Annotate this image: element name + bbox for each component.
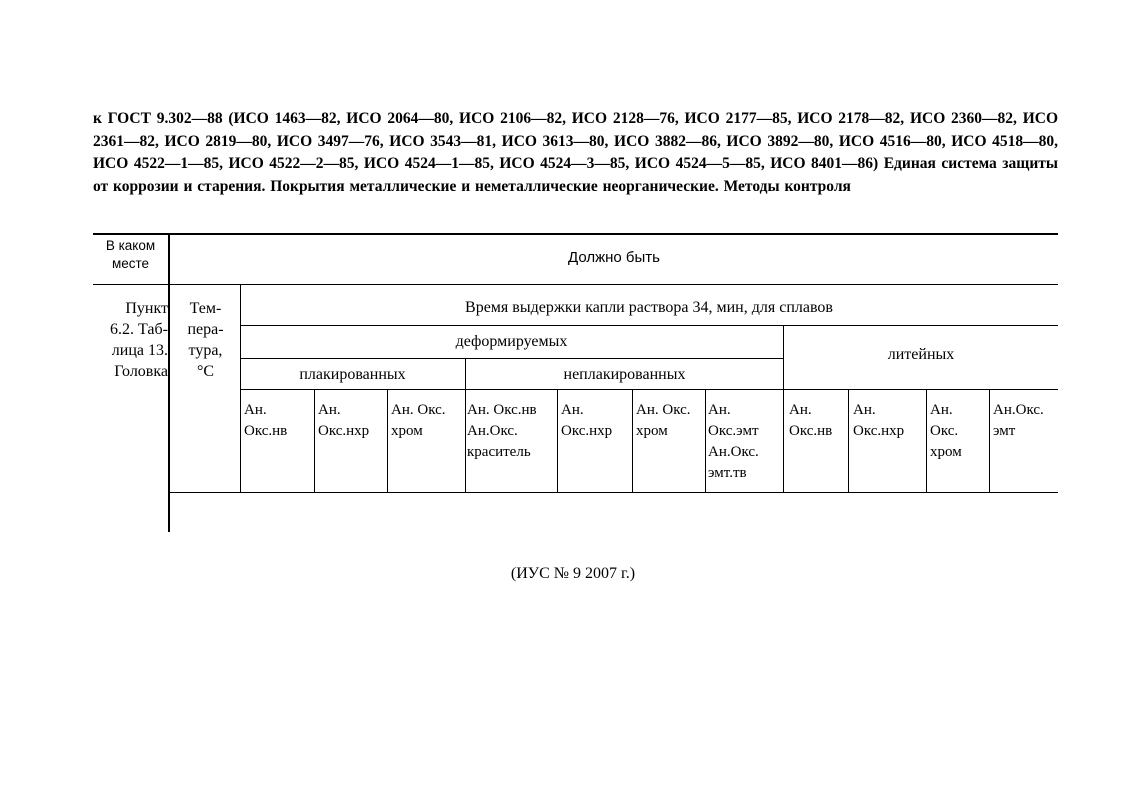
coating-col-rule-2 [387,389,388,492]
coating-col-rule-1 [314,389,315,492]
coating-col-rule-6 [705,389,706,492]
table-top-rule [93,233,1058,235]
data-bottom-rule [170,492,1058,493]
deformable-cell: деформируемых [455,333,568,350]
col-header-where: В каком месте [105,238,156,271]
coating-col-rule-10 [989,389,990,492]
col-header-should-be: Должно быть [568,249,660,266]
coating-cell: Ан. Окс.нв [789,402,833,439]
time-header-rule [240,325,1058,326]
cast-cell: литейных [887,346,955,363]
coating-cell: Ан. Окс.нв [244,402,288,439]
coating-col-rule-4 [557,389,558,492]
coating-col-rule-5 [632,389,633,492]
coating-cell: Ан. Окс.эмт Ан.Окс. эмт.тв [708,402,759,481]
footer-note: (ИУС № 9 2007 г.) [510,565,636,582]
coating-cell: Ан. Окс.нв Ан.Окс. краситель [467,402,537,460]
clad-cell: плакированных [299,366,406,383]
coating-col-rule-9 [926,389,927,492]
time-header-cell: Время выдержки капли раствора 34, мин, для сплавов [465,299,833,316]
temperature-cell: Тем- пера- тура, °С [187,300,224,380]
clad-rule [240,389,1058,390]
coating-cell: Ан. Окс. хром [391,402,446,439]
coating-cell: Ан. Окс.нхр [318,402,370,439]
coating-cell: Ан. Окс. хром [930,402,962,460]
coating-cell: Ан. Окс.нхр [561,402,613,439]
document-header: к ГОСТ 9.302—88 (ИСО 1463—82, ИСО 2064—80, ИСО 2106—82, ИСО 2128—76, ИСО 2177—85, ИСО 2178—82, ИСО 2360—82, ИСО 2361—82, ИСО 2819—80, ИСО 3497—76, ИСО 3543—81, ИСО 3613—80, ИСО 3882—86, ИСО 3892—80, ИСО 4516—80, ИСО 4518—80, ИСО 4522—1—85, ИСО 4522—2—85, ИСО 4524—1—85, ИСО 4524—3—85, ИСО 4524—5—85, ИСО 8401—86) Единая система защиты от коррозии и старения. Покрытия металлические и неметаллические неорганические. Методы контроля [93,110,1058,195]
coating-col-rule-8 [848,389,849,492]
location-cell: Пункт 6.2. Таб- лица 13. Головка [110,300,168,380]
header-bottom-rule [93,284,1058,285]
coating-cell: Ан.Окс. эмт [993,402,1044,439]
where-column-rule [168,234,170,532]
coating-cell: Ан. Окс. хром [636,402,691,439]
unclad-cell: неплакированных [563,366,686,383]
deformable-rule [240,358,783,359]
coating-cell: Ан. Окс.нхр [853,402,905,439]
